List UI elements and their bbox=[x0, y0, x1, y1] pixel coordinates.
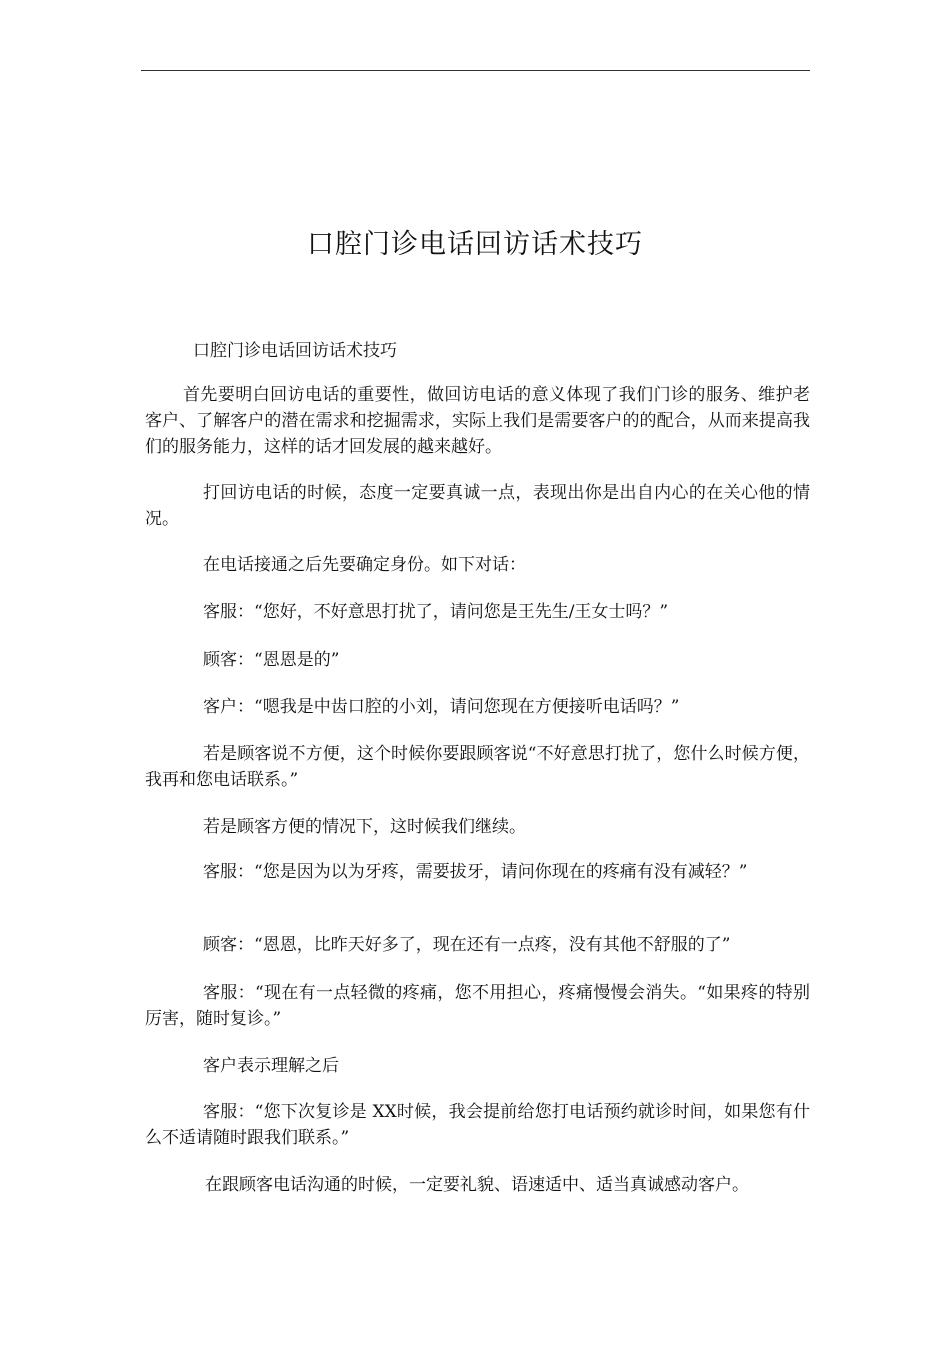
paragraph-identify: 在电话接通之后先要确定身份。如下对话： bbox=[203, 555, 526, 575]
header-rule bbox=[141, 70, 810, 71]
paragraph-after-understanding: 客户表示理解之后 bbox=[203, 1056, 339, 1076]
document-title: 口腔门诊电话回访话术技巧 bbox=[307, 229, 643, 260]
dialogue-line: 客服：“您是因为以为牙疼，需要拔牙，请问你现在的疼痛有没有减轻？” bbox=[203, 862, 748, 882]
dialogue-line: 客服：“您下次复诊是 XX时候，我会提前给您打电话预约就诊时间，如果您有什么不适请随时跟我们联系。” bbox=[145, 1102, 810, 1148]
dialogue-line: 客户：“嗯我是中齿口腔的小刘，请问您现在方便接听电话吗？” bbox=[203, 697, 680, 717]
subtitle: 口腔门诊电话回访话术技巧 bbox=[193, 341, 397, 361]
dialogue-line: 客服：“您好，不好意思打扰了，请问您是王先生/王女士吗？” bbox=[203, 602, 669, 622]
paragraph-continue: 若是顾客方便的情况下，这时候我们继续。 bbox=[203, 817, 526, 837]
paragraph-intro: 首先要明白回访电话的重要性，做回访电话的意义体现了我们门诊的服务、维护老客户、了解客户的潜在需求和挖掘需求，实际上我们是需要客户的的配合，从而来提高我们的服务能力，这样的话才回发展的越来越好。 bbox=[145, 385, 810, 457]
dialogue-line: 顾客：“恩恩，比昨天好多了，现在还有一点疼，没有其他不舒服的了” bbox=[203, 935, 731, 955]
paragraph-inconvenient: 若是顾客说不方便，这个时候你要跟顾客说“不好意思打扰了，您什么时候方便，我再和您电话联系。” bbox=[145, 744, 810, 790]
dialogue-line: 客服：“现在有一点轻微的疼痛，您不用担心，疼痛慢慢会消失。“如果疼的特别厉害，随时复诊。” bbox=[145, 983, 810, 1029]
paragraph-closing: 在跟顾客电话沟通的时候，一定要礼貌、语速适中、适当真诚感动客户。 bbox=[205, 1175, 749, 1195]
paragraph-attitude: 打回访电话的时候，态度一定要真诚一点，表现出你是出自内心的在关心他的情况。 bbox=[145, 483, 810, 529]
dialogue-line: 顾客：“恩恩是的” bbox=[203, 650, 340, 670]
